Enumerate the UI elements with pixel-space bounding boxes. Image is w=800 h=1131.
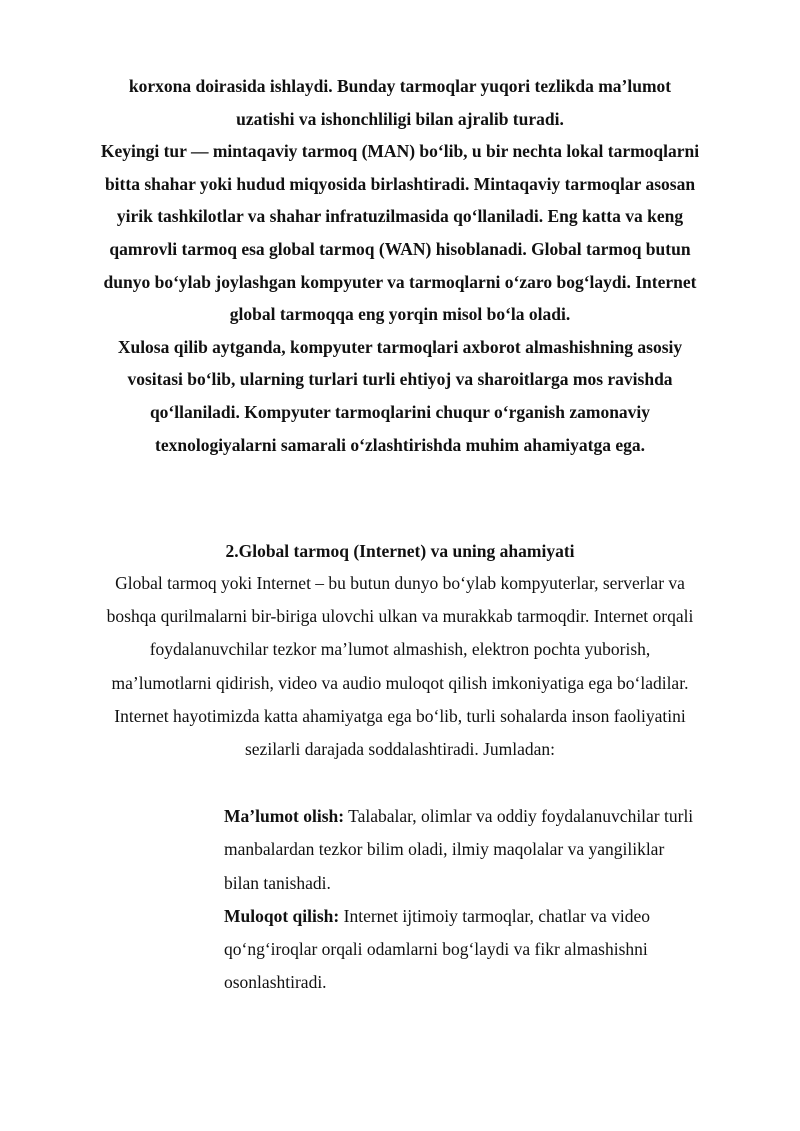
paragraph: Xulosa qilib aytganda, kompyuter tarmoqlari axborot almashishning asosiy vositasi bo‘lib, ularning turlari turli ehtiyoj va sharoitlarga mos ravishda qo‘llaniladi. Kompyuter tarmoqlarini chuqur o‘rganish zamonaviy texnologiyalarni samarali o‘zlashtirishda muhim ahamiyatga ega. [117, 336, 683, 455]
paragraph: Keyingi tur — mintaqaviy tarmoq (MAN) bo‘lib, u bir nechta lokal tarmoqlarni bitta shahar yoki hudud miqyosida birlashtiradi. Mintaqaviy tarmoqlar asosan yirik tashkilotlar va shahar infratuzilmasida qo‘llaniladi. Eng katta va keng qamrovli tarmoq esa global tarmoq (WAN) hisoblanadi. Global tarmoq butun dunyo bo‘ylab joylashgan kompyuter va tarmoqlarni o‘zaro bog‘laydi. Internet global tarmoqqa eng yorqin misol bo‘la oladi. [100, 141, 700, 325]
list-item-term: Muloqot qilish: [224, 905, 340, 926]
body-text [100, 567, 700, 766]
list-item [224, 800, 694, 900]
list-item [224, 900, 694, 1000]
paragraph: Internet hayotimizda katta ahamiyatga ega bo‘lib, turli sohalarda inson faoliyatini sezilarli darajada soddalashtiradi. Jumladan: [114, 705, 686, 760]
paragraph: Global tarmoq yoki Internet – bu butun dunyo bo‘ylab kompyuterlar, serverlar va boshqa qurilmalarni bir-biriga ulovchi ulkan va murakkab tarmoqdir. Internet orqali foydalanuvchilar tezkor ma’lumot almashish, elektron pochta yuborish, ma’lumotlarni qidirish, video va audio muloqot qilish imkoniyatiga ega bo‘ladilar. [106, 573, 694, 693]
section-heading: 2.Global tarmoq (Internet) va uning ahamiyati [225, 541, 575, 561]
list-item-text: Internet ijtimoiy tarmoqlar, chatlar va video qo‘ng‘iroqlar orqali odamlarni bog‘laydi va fikr almashishni osonlashtiradi. [224, 905, 651, 993]
intro-bold-text [100, 70, 700, 461]
paragraph: korxona doirasida ishlaydi. Bunday tarmoqlar yuqori tezlikda ma’lumot uzatishi va ishonchliligi bilan ajralib turadi. [128, 76, 672, 129]
bullet-list [224, 800, 694, 1000]
list-item-text: Talabalar, olimlar va oddiy foydalanuvchilar turli manbalardan tezkor bilim oladi, ilmiy maqolalar va yangiliklar bilan tanishadi. [224, 806, 694, 893]
list-item-term: Ma’lumot olish: [224, 806, 345, 826]
